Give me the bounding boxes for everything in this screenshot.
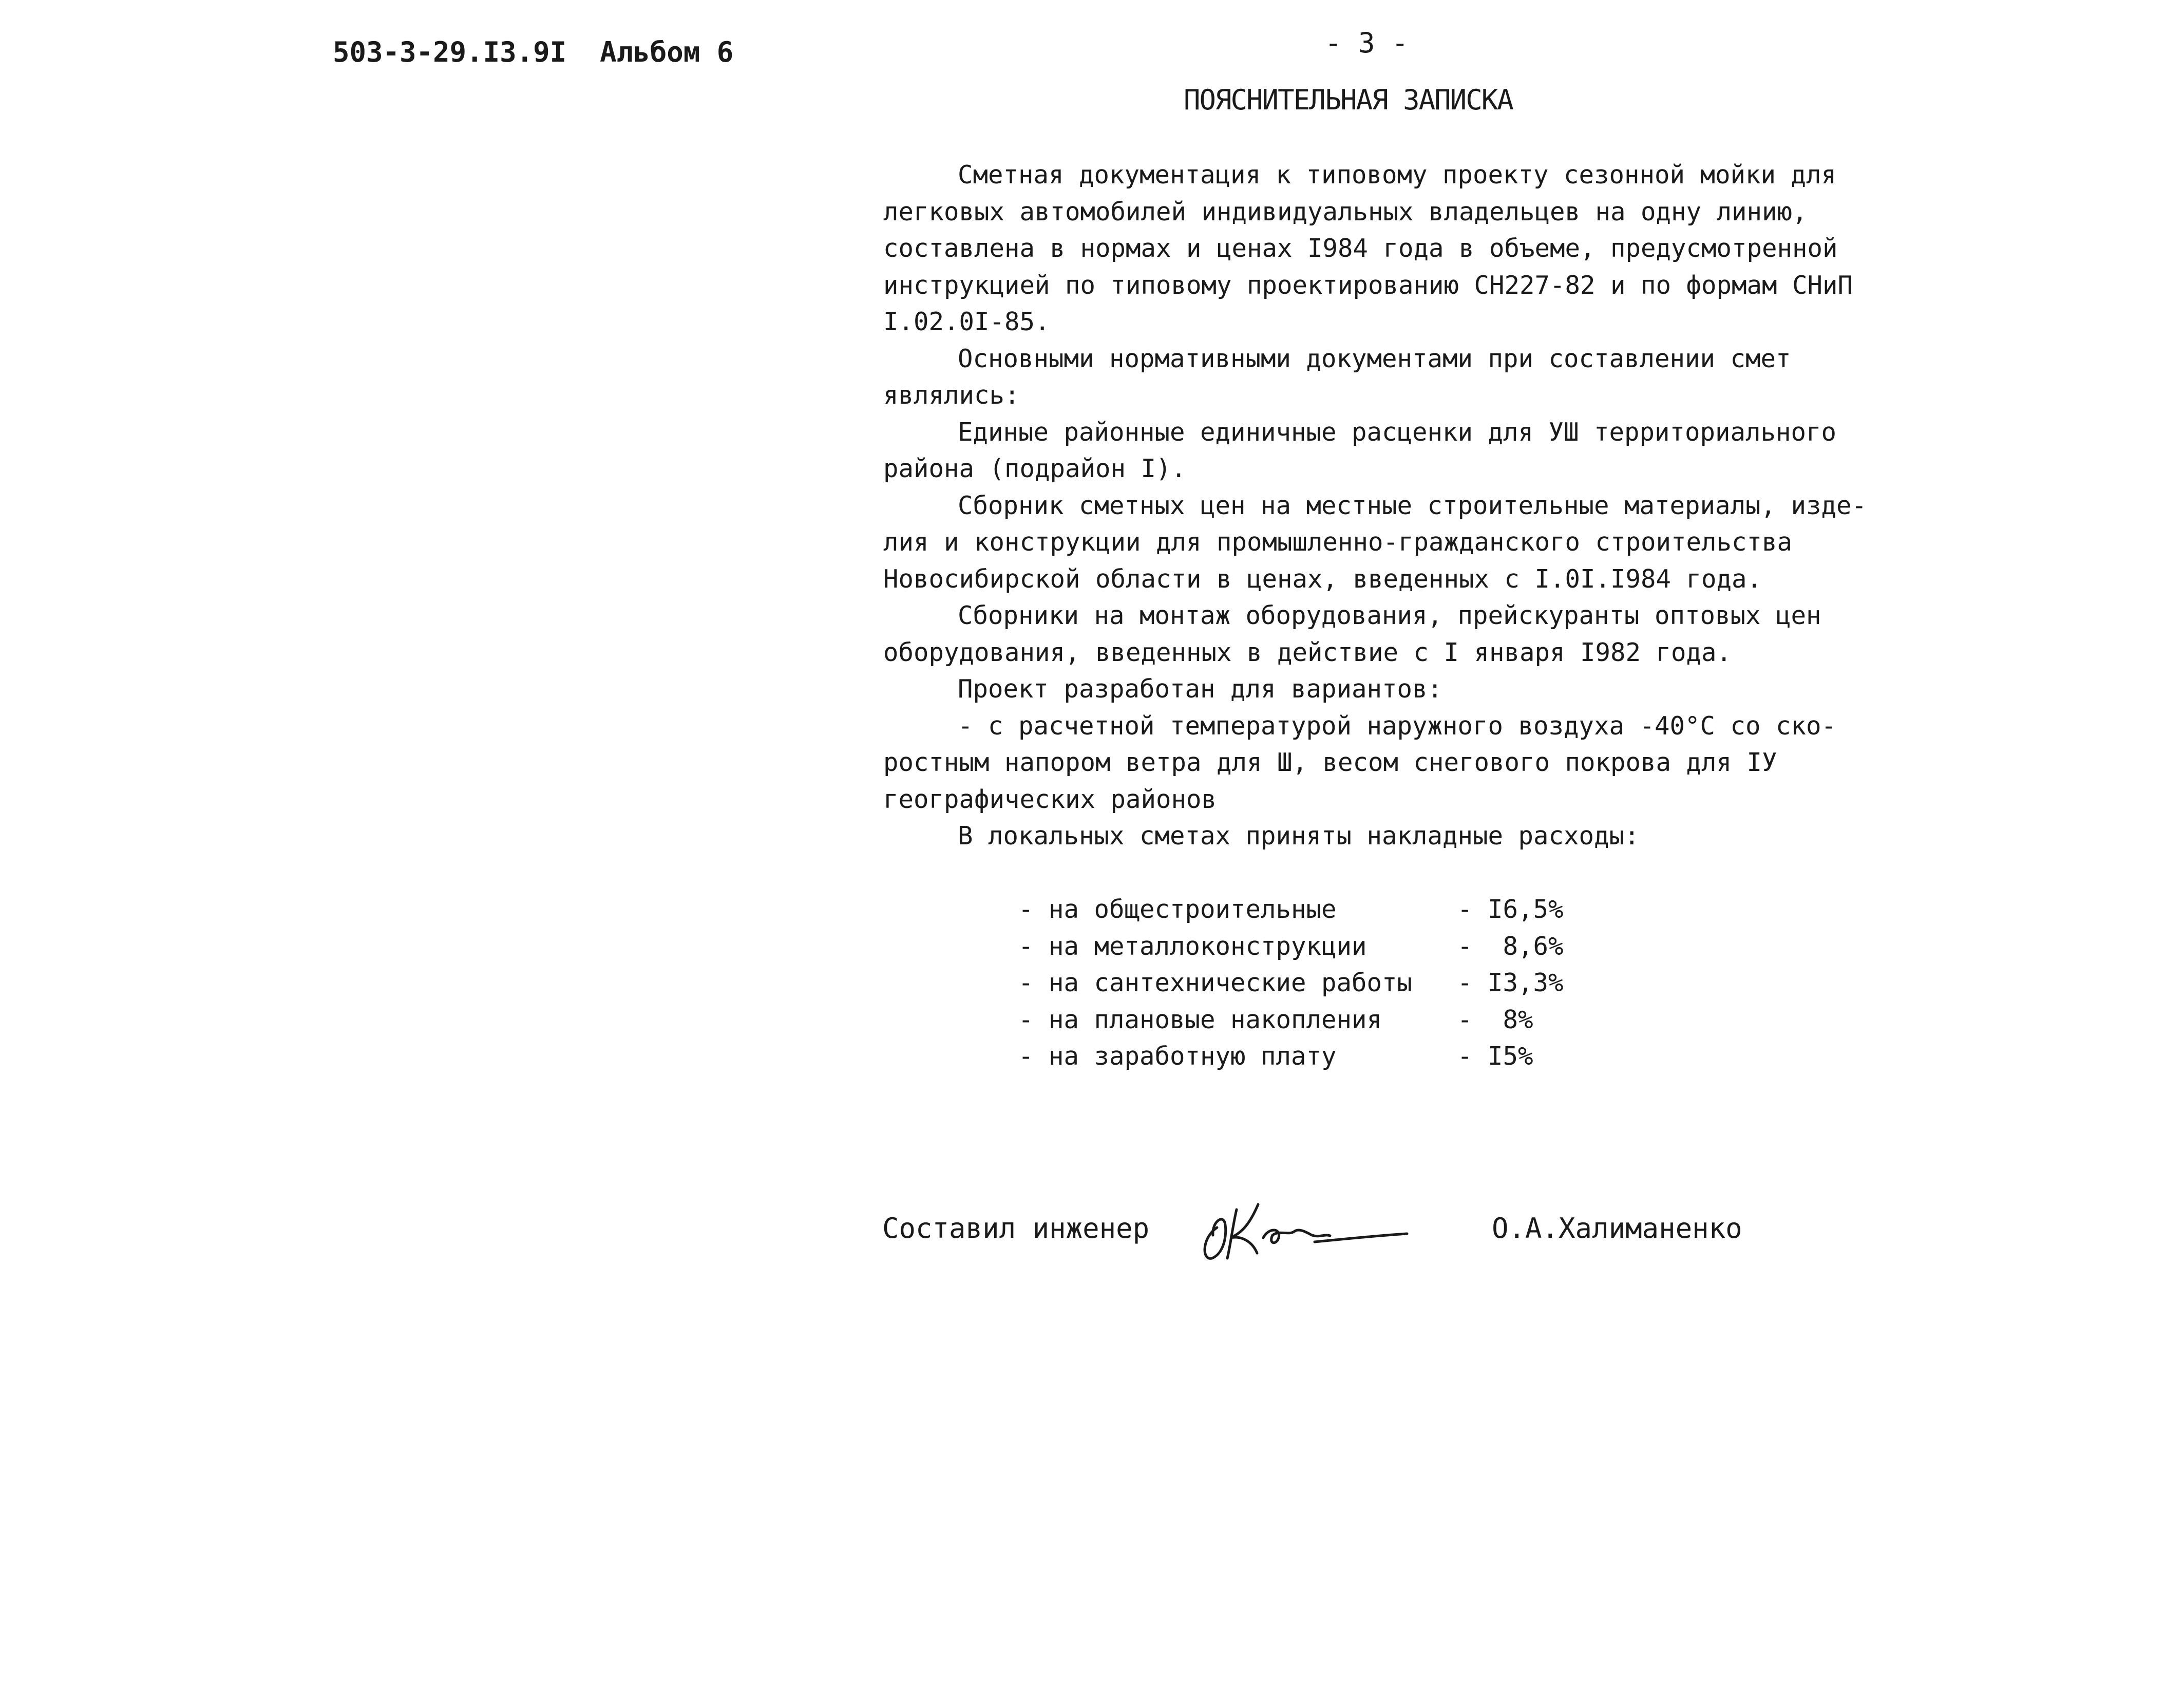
overhead-value: - 8,6%: [1457, 931, 1564, 961]
signer-name: О.А.Халиманенко: [1492, 1212, 1742, 1244]
document-code: 503-3-29.I3.9I Альбом 6: [333, 36, 734, 68]
overhead-rate-row: [883, 965, 1879, 1034]
explanatory-note-body: [883, 157, 1879, 1071]
overhead-rate-row: [883, 891, 1879, 961]
paragraph-line: Основными нормативными документами при составлении смет: [958, 344, 1791, 373]
page-number: - 3 -: [1325, 27, 1409, 59]
overhead-rate-row: [883, 855, 1879, 924]
overhead-label: - на плановые накопления: [1018, 1005, 1382, 1034]
handwritten-signature: [1197, 1186, 1412, 1263]
overhead-label: - на заработную плату: [1018, 1042, 1337, 1071]
paragraph-line: лия и конструкции для промышленно-гражданского строительства: [883, 527, 1793, 557]
paragraph-line: Проект разработан для вариантов:: [958, 674, 1443, 704]
overhead-label: - на металлоконструкции: [1018, 931, 1367, 961]
overhead-value: - I6,5%: [1457, 895, 1564, 924]
paragraph-line: I.02.0I-85.: [883, 307, 1050, 336]
paragraph-line: Сборник сметных цен на местные строительные материалы, изде-: [958, 490, 1867, 520]
signer-role: Составил инженер: [882, 1212, 1150, 1244]
paragraph-line: ростным напором ветра для Ш, весом снегового покрова для IУ: [883, 748, 1777, 777]
paragraph-line: географических районов: [883, 784, 1217, 814]
paragraph-line: - с расчетной температурой наружного воздуха -40°С со ско-: [958, 711, 1837, 741]
paragraph-line: района (подрайон I).: [883, 454, 1187, 483]
paragraph-line: Сборники на монтаж оборудования, прейскуранты оптовых цен: [958, 601, 1821, 630]
page-title: ПОЯСНИТЕЛЬНАЯ ЗАПИСКА: [1184, 84, 1513, 116]
overhead-value: - I5%: [1457, 1042, 1533, 1071]
overhead-value: - I3,3%: [1457, 968, 1564, 997]
overhead-label: - на общестроительные: [1018, 895, 1337, 924]
paragraph-line: легковых автомобилей индивидуальных владельцев на одну линию,: [883, 197, 1808, 226]
signature-block: [0, 1176, 2184, 1279]
paragraph-line: инструкцией по типовому проектированию СН227-82 и по формам СНиП: [883, 270, 1853, 300]
paragraph-line: В локальных сметах приняты накладные расходы:: [958, 821, 1640, 851]
paragraph-line: оборудования, введенных в действие с I января I982 года.: [883, 637, 1732, 667]
paragraph-line: являлись:: [883, 381, 1020, 410]
paragraph-line: Сметная документация к типовому проекту сезонной мойки для: [958, 160, 1837, 190]
paragraph-line: Новосибирской области в ценах, введенных с I.0I.I984 года.: [883, 564, 1762, 594]
overhead-rate-row: [883, 1002, 1879, 1071]
overhead-value: - 8%: [1457, 1005, 1533, 1034]
overhead-label: - на сантехнические работы: [1018, 968, 1413, 997]
paragraph-line: составлена в нормах и ценах I984 года в объеме, предусмотренной: [883, 234, 1838, 263]
overhead-rate-row: [883, 928, 1879, 997]
paragraph-line: Единые районные единичные расценки для УШ территориального: [958, 417, 1837, 447]
